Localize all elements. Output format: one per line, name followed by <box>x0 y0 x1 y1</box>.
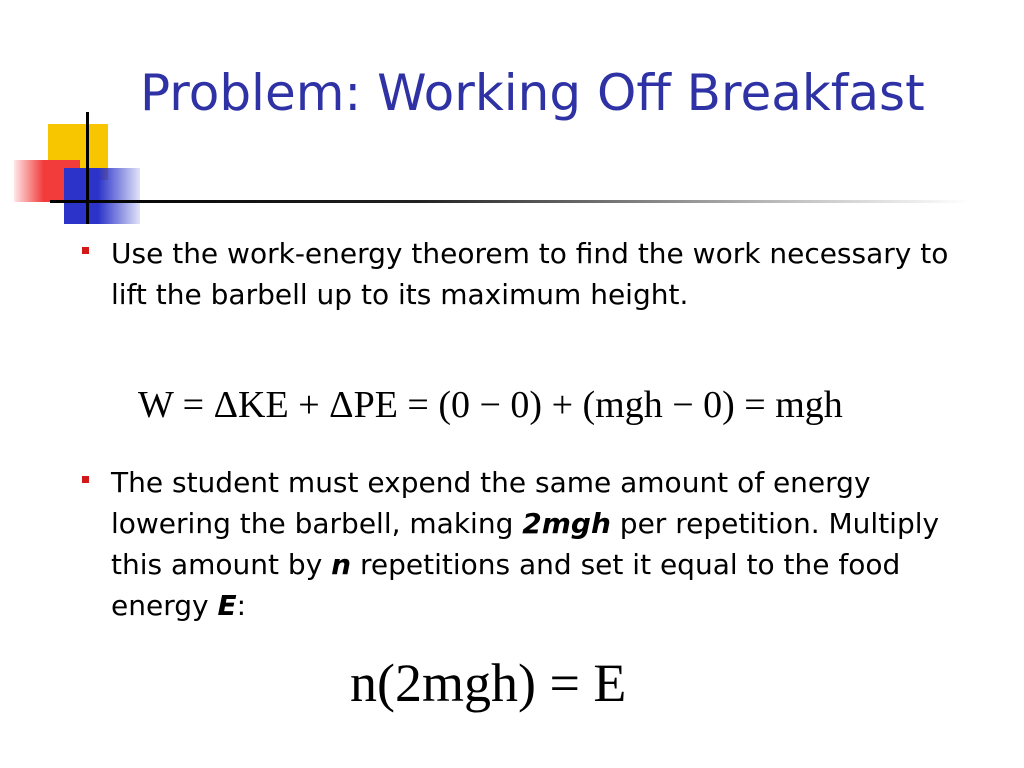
bullet-square-icon <box>82 476 89 483</box>
bullet-text: Use the work-energy theorem to find the work necessary to lift the barbell up to its maximum height. <box>111 237 949 311</box>
slide-title: Problem: Working Off Breakfast <box>140 64 925 122</box>
decorative-blue-square <box>64 168 140 224</box>
emphasis-2mgh: 2mgh <box>522 507 611 540</box>
bullet-item-work-energy <box>82 233 962 315</box>
bullet-text-part: The student must expend the same amount of energy lowering the barbell, making <box>111 466 871 540</box>
energy-equation: n(2mgh) = E <box>350 653 627 713</box>
bullet-text-part: : <box>236 589 247 622</box>
bullet-text <box>111 462 962 626</box>
bullet-text-part: repetitions and set it equal to the food energy <box>111 548 901 622</box>
decorative-vertical-line <box>86 112 89 224</box>
bullet-text-part: per repetition. Multiply this amount by <box>111 507 940 581</box>
emphasis-e: E <box>217 589 237 622</box>
bullet-item-repetitions <box>82 462 962 626</box>
work-equation: W = ΔKE + ΔPE = (0 − 0) + (mgh − 0) = mgh <box>138 384 843 426</box>
emphasis-n: n <box>331 548 352 581</box>
title-underline <box>50 200 970 203</box>
bullet-square-icon <box>82 247 89 254</box>
